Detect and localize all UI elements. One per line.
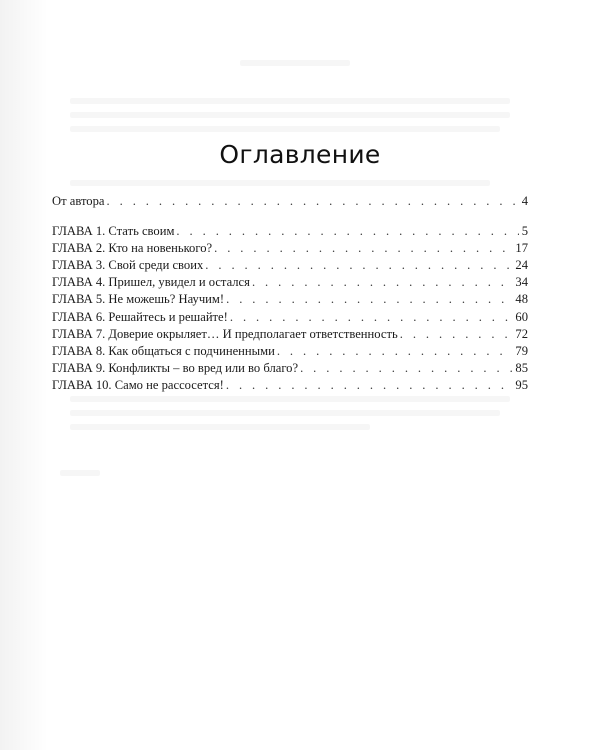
dot-leader: [400, 326, 513, 343]
toc-entry-chapter-7: [52, 326, 528, 343]
toc-entry-chapter-8: [52, 343, 528, 360]
dot-leader: [226, 377, 513, 394]
toc-page-number: 72: [515, 326, 528, 341]
dot-leader: [277, 343, 513, 360]
toc-entry-chapter-4: [52, 274, 528, 291]
toc-entry-label: ГЛАВА 7. Доверие окрыляет… И предполагает ответственность: [52, 326, 398, 341]
toc-page-number: 79: [515, 343, 528, 358]
page-title: Оглавление: [219, 140, 381, 169]
dot-leader: [230, 309, 513, 326]
toc-page-number: 85: [515, 360, 528, 375]
toc-entry-label: ГЛАВА 6. Решайтесь и решайте!: [52, 309, 228, 324]
dot-leader: [214, 240, 512, 257]
table-of-contents: [52, 193, 528, 394]
toc-page-number: 17: [515, 241, 528, 256]
toc-entry-chapter-5: [52, 291, 528, 308]
page-binding-shadow: [0, 0, 48, 750]
dot-leader: [252, 274, 512, 291]
toc-page-number: 24: [515, 258, 528, 273]
toc-entry-label: ГЛАВА 9. Конфликты – во вред или во благо?: [52, 360, 299, 375]
dot-leader: [300, 360, 512, 377]
toc-entry-label: ГЛАВА 3. Свой среди своих: [52, 258, 204, 273]
toc-page-number: 5: [521, 224, 528, 239]
dot-leader: [226, 291, 512, 308]
toc-entry-label: От автора: [52, 194, 105, 208]
dot-leader: [205, 257, 512, 274]
toc-entry-chapter-2: [52, 240, 528, 257]
toc-entry-chapter-9: [52, 360, 528, 377]
toc-entry-label: ГЛАВА 10. Само не рассосется!: [52, 377, 224, 392]
toc-page-number: 4: [521, 194, 528, 208]
toc-entry-author: [52, 193, 528, 210]
toc-page-number: 34: [515, 275, 528, 290]
toc-entry-chapter-1: [52, 223, 528, 240]
toc-page-number: 95: [515, 377, 528, 392]
toc-page-number: 48: [515, 292, 528, 307]
dot-leader: [176, 223, 518, 240]
toc-entry-chapter-3: [52, 257, 528, 274]
toc-entry-label: ГЛАВА 1. Стать своим: [52, 224, 175, 239]
toc-entry-chapter-6: [52, 309, 528, 326]
toc-entry-label: ГЛАВА 8. Как общаться с подчиненными: [52, 343, 275, 358]
dot-leader: [107, 193, 519, 210]
toc-entry-label: ГЛАВА 5. Не можешь? Научим!: [52, 292, 225, 307]
toc-page-number: 60: [515, 309, 528, 324]
toc-entry-label: ГЛАВА 2. Кто на новенького?: [52, 241, 213, 256]
toc-entry-label: ГЛАВА 4. Пришел, увидел и остался: [52, 275, 250, 290]
toc-entry-chapter-10: [52, 377, 528, 394]
